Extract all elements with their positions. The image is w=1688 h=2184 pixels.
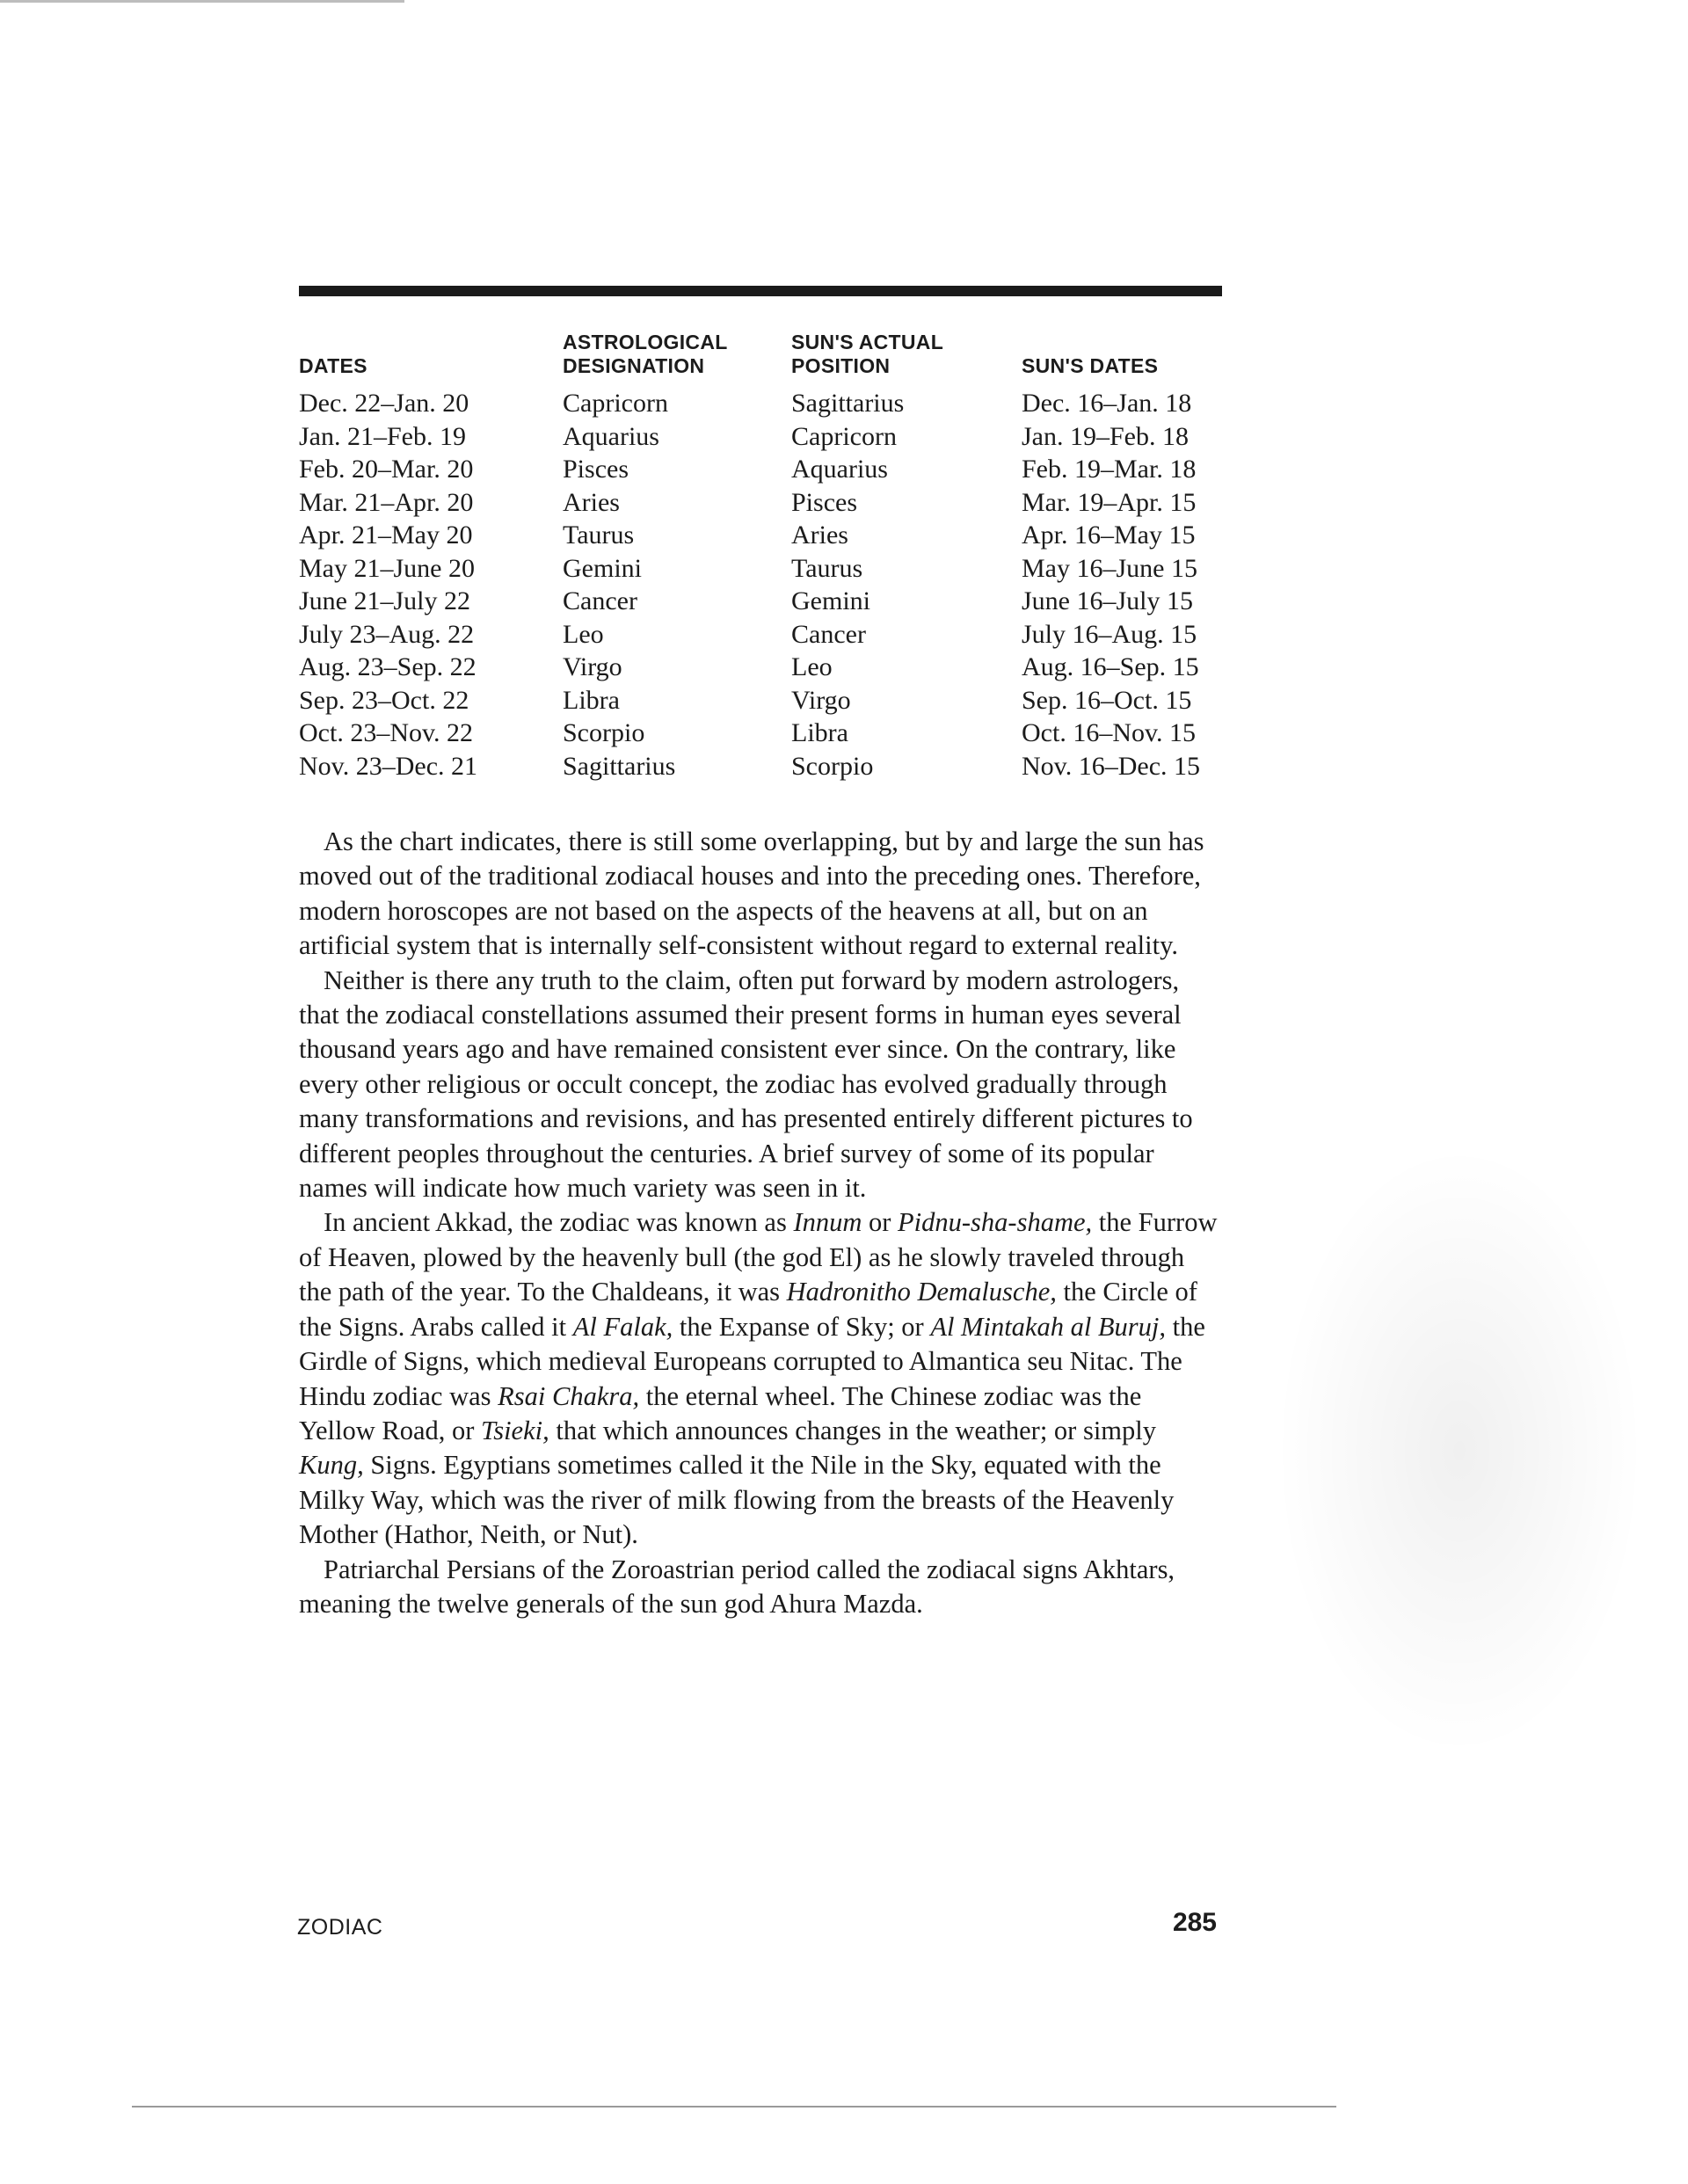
cell-suns-actual-position: Taurus [791,553,863,583]
cell-suns-dates: Sep. 16–Oct. 15 [1022,685,1192,715]
cell-astrological-designation: Aries [563,487,620,517]
cell-suns-dates: June 16–July 15 [1022,586,1193,615]
header-suns-actual-position: SUN'S ACTUAL POSITION [791,331,944,377]
scan-edge-bottom [132,2106,1336,2108]
cell-suns-dates: May 16–June 15 [1022,553,1197,583]
cell-suns-actual-position: Leo [791,652,833,681]
cell-suns-actual-position: Aries [791,521,848,550]
cell-dates: Sep. 23–Oct. 22 [299,685,469,715]
cell-astrological-designation: Pisces [563,455,629,484]
cell-suns-actual-position: Virgo [791,685,851,715]
cell-astrological-designation: Libra [563,685,620,715]
cell-astrological-designation: Taurus [563,521,635,550]
cell-astrological-designation: Aquarius [563,421,659,451]
scan-bleed-shadow [1275,1143,1644,1758]
table-row [299,519,1222,552]
table-row [299,552,1222,586]
cell-astrological-designation: Leo [563,619,604,649]
running-footer-section: ZODIAC [297,1915,383,1940]
cell-suns-dates: Dec. 16–Jan. 18 [1022,389,1192,418]
cell-suns-actual-position: Sagittarius [791,389,905,418]
cell-dates: Mar. 21–Apr. 20 [299,487,474,517]
cell-suns-actual-position: Gemini [791,586,870,615]
cell-dates: Dec. 22–Jan. 20 [299,389,469,418]
table-row [299,453,1222,486]
header-suns-dates: SUN'S DATES [1022,354,1159,377]
cell-dates: Nov. 23–Dec. 21 [299,751,478,781]
cell-suns-actual-position: Libra [791,718,848,747]
cell-suns-dates: Apr. 16–May 15 [1022,521,1196,550]
table-row [299,651,1222,684]
cell-suns-actual-position: Cancer [791,619,866,649]
paragraph-1: As the chart indicates, there is still some overlapping, but by and large the sun has moved out of the traditional zodiacal houses and into the preceding ones. Therefore, modern horoscopes are not based on the aspects of the heavens at all, but on an artificial system that is internally self-consistent without regard to external reality. [299,826,1204,961]
table-row [299,750,1222,783]
table-row [299,585,1222,618]
table-row [299,618,1222,652]
header-dates: DATES [299,354,367,377]
table-row [299,684,1222,717]
page-number: 285 [1172,1908,1217,1937]
cell-dates: Feb. 20–Mar. 20 [299,455,474,484]
cell-dates: Aug. 23–Sep. 22 [299,652,477,681]
cell-astrological-designation: Gemini [563,553,642,583]
table-top-rule [299,286,1222,296]
cell-suns-dates: Mar. 19–Apr. 15 [1022,487,1197,517]
cell-astrological-designation: Cancer [563,586,637,615]
cell-suns-dates: Oct. 16–Nov. 15 [1022,718,1197,747]
scan-edge-top [0,0,404,3]
paragraph-2: Neither is there any truth to the claim, often put forward by modern astrologers, that the zodiacal constellations assumed their present forms in human eyes several thousand years ago and have remained consistent ever since. On the contrary, like every other religious or occult concept, the zodiac has evolved gradually through many transformations and revisions, and has presented entirely different pictures to different peoples throughout the centuries. A brief survey of some of its popular names will indicate how much variety was seen in it. [299,965,1193,1204]
cell-dates: Apr. 21–May 20 [299,521,473,550]
table-row [299,717,1222,750]
cell-astrological-designation: Capricorn [563,389,668,418]
cell-dates: July 23–Aug. 22 [299,619,475,649]
cell-suns-actual-position: Scorpio [791,751,874,781]
table-body [299,387,1222,783]
cell-astrological-designation: Scorpio [563,718,645,747]
cell-suns-dates: Jan. 19–Feb. 18 [1022,421,1189,451]
cell-suns-actual-position: Capricorn [791,421,897,451]
cell-astrological-designation: Sagittarius [563,751,676,781]
cell-dates: Oct. 23–Nov. 22 [299,718,474,747]
cell-dates: Jan. 21–Feb. 19 [299,421,466,451]
cell-suns-actual-position: Aquarius [791,455,888,484]
cell-suns-dates: July 16–Aug. 15 [1022,619,1197,649]
paragraph-4: Patriarchal Persians of the Zoroastrian period called the zodiacal signs Akhtars, meaning the twelve generals of the sun god Ahura Mazda. [299,1554,1175,1619]
cell-astrological-designation: Virgo [563,652,622,681]
cell-dates: June 21–July 22 [299,586,470,615]
cell-suns-dates: Feb. 19–Mar. 18 [1022,455,1197,484]
cell-suns-dates: Aug. 16–Sep. 15 [1022,652,1199,681]
header-astrological-designation: ASTROLOGICAL DESIGNATION [563,331,728,377]
table-row [299,387,1222,420]
cell-dates: May 21–June 20 [299,553,475,583]
cell-suns-dates: Nov. 16–Dec. 15 [1022,751,1201,781]
paragraph-3: In ancient Akkad, the zodiac was known as Innum or Pidnu-sha-shame, the Furrow of Heaven, plowed by the heavenly bull (the god El) as he slowly traveled through the path of the year. To the Chaldeans, it was Hadronitho Demalusche, the Circle of the Signs. Arabs called it Al Falak, the Expanse of Sky; or Al Mintakah al Buruj, the Girdle of Signs, which medieval Europeans corrupted to Almantica seu Nitac. The Hindu zodiac was Rsai Chakra, the eternal wheel. The Chinese zodiac was the Yellow Road, or Tsieki, that which announces changes in the weather; or simply Kung, Signs. Egyptians sometimes called it the Nile in the Sky, equated with the Milky Way, which was the river of milk flowing from the breasts of the Heavenly Mother (Hathor, Neith, or Nut). [299,1207,1218,1550]
cell-suns-actual-position: Pisces [791,487,857,517]
zodiac-dates-table [299,325,1222,783]
body-text [299,825,1220,1621]
table-row [299,486,1222,520]
table-header [299,325,1222,378]
table-row [299,420,1222,454]
